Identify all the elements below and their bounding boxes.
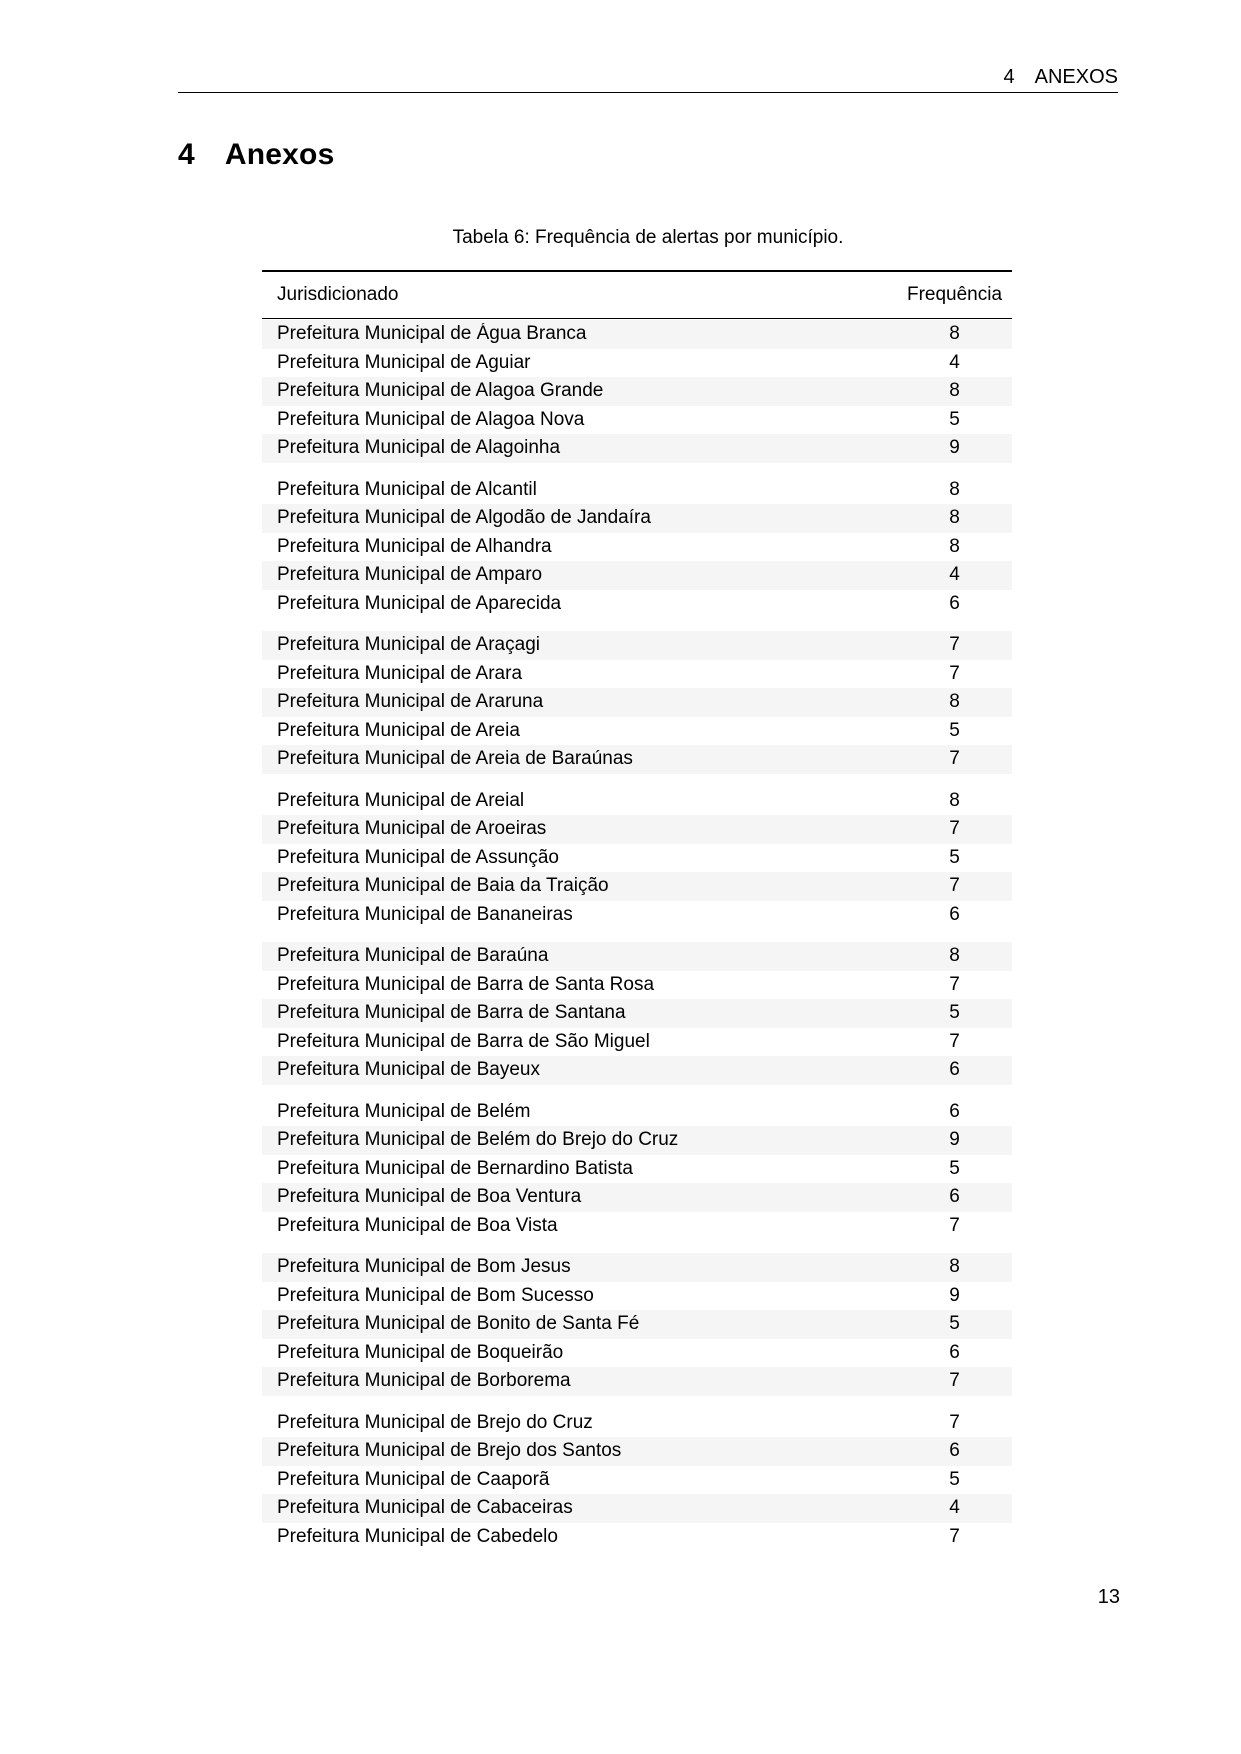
table-row (262, 377, 1012, 406)
jurisdicionado-cell: Prefeitura Municipal de Caaporã (277, 1468, 550, 1490)
jurisdicionado-cell: Prefeitura Municipal de Cabedelo (277, 1525, 558, 1547)
table-row (262, 406, 1012, 435)
frequencia-cell: 7 (949, 1370, 960, 1392)
table-row (262, 1183, 1012, 1212)
jurisdicionado-cell: Prefeitura Municipal de Areial (277, 789, 525, 811)
frequencia-cell: 8 (949, 789, 960, 811)
table-row (262, 1253, 1012, 1282)
jurisdicionado-cell: Prefeitura Municipal de Cabaceiras (277, 1497, 573, 1519)
jurisdicionado-cell: Prefeitura Municipal de Alhandra (277, 535, 552, 557)
frequencia-cell: 6 (949, 903, 960, 925)
table-caption: Tabela 6: Frequência de alertas por município. (452, 227, 844, 248)
jurisdicionado-cell: Prefeitura Municipal de Araçagi (277, 634, 540, 656)
table-row (262, 476, 1012, 505)
table-row (262, 872, 1012, 901)
table-row (262, 901, 1012, 930)
jurisdicionado-cell: Prefeitura Municipal de Alagoa Grande (277, 380, 604, 402)
frequencia-cell: 7 (949, 748, 960, 770)
jurisdicionado-cell: Prefeitura Municipal de Arara (277, 662, 523, 684)
frequencia-cell: 4 (949, 564, 960, 586)
table-row (262, 1367, 1012, 1396)
jurisdicionado-cell: Prefeitura Municipal de Alcantil (277, 478, 537, 500)
jurisdicionado-cell: Prefeitura Municipal de Bonito de Santa Fé (277, 1313, 640, 1335)
running-header (178, 66, 1118, 88)
table-row (262, 590, 1012, 619)
frequencia-cell: 8 (949, 380, 960, 402)
frequencia-cell: 8 (949, 507, 960, 529)
frequencia-cell: 7 (949, 1214, 960, 1236)
jurisdicionado-cell: Prefeitura Municipal de Aroeiras (277, 818, 547, 840)
jurisdicionado-cell: Prefeitura Municipal de Assunção (277, 846, 559, 868)
frequencia-cell: 8 (949, 691, 960, 713)
table-row (262, 1155, 1012, 1184)
frequencia-cell: 5 (949, 408, 960, 430)
table-row (262, 349, 1012, 378)
jurisdicionado-cell: Prefeitura Municipal de Brejo dos Santos (277, 1440, 622, 1462)
table-group-gap (262, 618, 1012, 631)
table-row (262, 1098, 1012, 1127)
table-row (262, 660, 1012, 689)
table-row (262, 504, 1012, 533)
table-row (262, 1339, 1012, 1368)
frequencia-cell: 8 (949, 323, 960, 345)
running-header-section-number: 4 (1003, 66, 1015, 88)
table-row (262, 434, 1012, 463)
table-row (262, 1126, 1012, 1155)
frequencia-cell: 6 (949, 1186, 960, 1208)
frequencia-cell: 7 (949, 818, 960, 840)
frequencia-cell: 8 (949, 478, 960, 500)
table-row (262, 1282, 1012, 1311)
frequencia-cell: 8 (949, 535, 960, 557)
frequencia-cell: 9 (949, 437, 960, 459)
column-header-jurisdicionado: Jurisdicionado (277, 284, 399, 305)
jurisdicionado-cell: Prefeitura Municipal de Bom Sucesso (277, 1284, 594, 1306)
section-heading-title: Anexos (224, 138, 335, 171)
running-header-title: ANEXOS (1034, 66, 1118, 88)
header-rule (178, 92, 1118, 93)
table-row (262, 999, 1012, 1028)
frequencia-cell: 5 (949, 1468, 960, 1490)
jurisdicionado-cell: Prefeitura Municipal de Aparecida (277, 592, 562, 614)
jurisdicionado-cell: Prefeitura Municipal de Baraúna (277, 945, 549, 967)
frequencia-cell: 5 (949, 1313, 960, 1335)
jurisdicionado-cell: Prefeitura Municipal de Algodão de Jandaíra (277, 507, 651, 529)
jurisdicionado-cell: Prefeitura Municipal de Boa Vista (277, 1214, 558, 1236)
table-row (262, 320, 1012, 349)
jurisdicionado-cell: Prefeitura Municipal de Bernardino Batista (277, 1157, 633, 1179)
frequencia-cell: 7 (949, 875, 960, 897)
jurisdicionado-cell: Prefeitura Municipal de Barra de Santana (277, 1002, 626, 1024)
table-row (262, 1028, 1012, 1057)
frequencia-cell: 6 (949, 592, 960, 614)
table-row (262, 688, 1012, 717)
jurisdicionado-cell: Prefeitura Municipal de Belém do Brejo do Cruz (277, 1129, 679, 1151)
frequencia-cell: 7 (949, 662, 960, 684)
table-row (262, 1494, 1012, 1523)
frequencia-cell: 6 (949, 1059, 960, 1081)
frequencia-cell: 8 (949, 945, 960, 967)
table-group-gap (262, 1396, 1012, 1409)
table-row (262, 561, 1012, 590)
table-group-gap (262, 1085, 1012, 1098)
table-row (262, 717, 1012, 746)
table-row (262, 1466, 1012, 1495)
frequencia-cell: 5 (949, 1157, 960, 1179)
frequencia-cell: 7 (949, 634, 960, 656)
jurisdicionado-cell: Prefeitura Municipal de Brejo do Cruz (277, 1411, 593, 1433)
frequencia-cell: 5 (949, 1002, 960, 1024)
frequencia-cell: 9 (949, 1129, 960, 1151)
table-header-row (262, 272, 1012, 318)
frequencia-cell: 9 (949, 1284, 960, 1306)
table-body (262, 319, 1012, 1551)
frequencia-cell: 5 (949, 846, 960, 868)
table-row (262, 942, 1012, 971)
table-group-gap (262, 929, 1012, 942)
table-row (262, 971, 1012, 1000)
jurisdicionado-cell: Prefeitura Municipal de Baia da Traição (277, 875, 609, 897)
table-row (262, 1409, 1012, 1438)
section-heading-number: 4 (178, 138, 195, 171)
page-number: 13 (1097, 1586, 1120, 1608)
frequencia-cell: 6 (949, 1440, 960, 1462)
jurisdicionado-cell: Prefeitura Municipal de Bom Jesus (277, 1256, 571, 1278)
frequencia-cell: 7 (949, 1525, 960, 1547)
frequency-table (262, 270, 1012, 1551)
frequencia-cell: 7 (949, 973, 960, 995)
jurisdicionado-cell: Prefeitura Municipal de Areia de Baraúnas (277, 748, 633, 770)
jurisdicionado-cell: Prefeitura Municipal de Aguiar (277, 351, 531, 373)
table-row (262, 844, 1012, 873)
frequencia-cell: 7 (949, 1411, 960, 1433)
jurisdicionado-cell: Prefeitura Municipal de Amparo (277, 564, 543, 586)
section-heading (178, 138, 334, 172)
table-row (262, 1523, 1012, 1552)
frequencia-cell: 4 (949, 1497, 960, 1519)
table-row (262, 815, 1012, 844)
table-row (262, 1310, 1012, 1339)
table-row (262, 787, 1012, 816)
jurisdicionado-cell: Prefeitura Municipal de Bananeiras (277, 903, 573, 925)
jurisdicionado-cell: Prefeitura Municipal de Barra de São Miguel (277, 1030, 650, 1052)
table-group-gap (262, 1240, 1012, 1253)
jurisdicionado-cell: Prefeitura Municipal de Araruna (277, 691, 544, 713)
table-row (262, 1212, 1012, 1241)
jurisdicionado-cell: Prefeitura Municipal de Alagoinha (277, 437, 561, 459)
table-row (262, 745, 1012, 774)
jurisdicionado-cell: Prefeitura Municipal de Bayeux (277, 1059, 540, 1081)
jurisdicionado-cell: Prefeitura Municipal de Belém (277, 1100, 531, 1122)
frequencia-cell: 5 (949, 719, 960, 741)
frequencia-cell: 8 (949, 1256, 960, 1278)
table-row (262, 533, 1012, 562)
frequencia-cell: 7 (949, 1030, 960, 1052)
frequencia-cell: 6 (949, 1341, 960, 1363)
table-group-gap (262, 774, 1012, 787)
jurisdicionado-cell: Prefeitura Municipal de Água Branca (277, 323, 587, 345)
jurisdicionado-cell: Prefeitura Municipal de Barra de Santa Rosa (277, 973, 655, 995)
table-row (262, 631, 1012, 660)
jurisdicionado-cell: Prefeitura Municipal de Alagoa Nova (277, 408, 585, 430)
jurisdicionado-cell: Prefeitura Municipal de Borborema (277, 1370, 571, 1392)
jurisdicionado-cell: Prefeitura Municipal de Areia (277, 719, 520, 741)
table-row (262, 1437, 1012, 1466)
table-row (262, 1056, 1012, 1085)
jurisdicionado-cell: Prefeitura Municipal de Boqueirão (277, 1341, 564, 1363)
frequencia-cell: 4 (949, 351, 960, 373)
frequencia-cell: 6 (949, 1100, 960, 1122)
column-header-frequencia: Frequência (906, 284, 1003, 305)
table-group-gap (262, 463, 1012, 476)
jurisdicionado-cell: Prefeitura Municipal de Boa Ventura (277, 1186, 582, 1208)
